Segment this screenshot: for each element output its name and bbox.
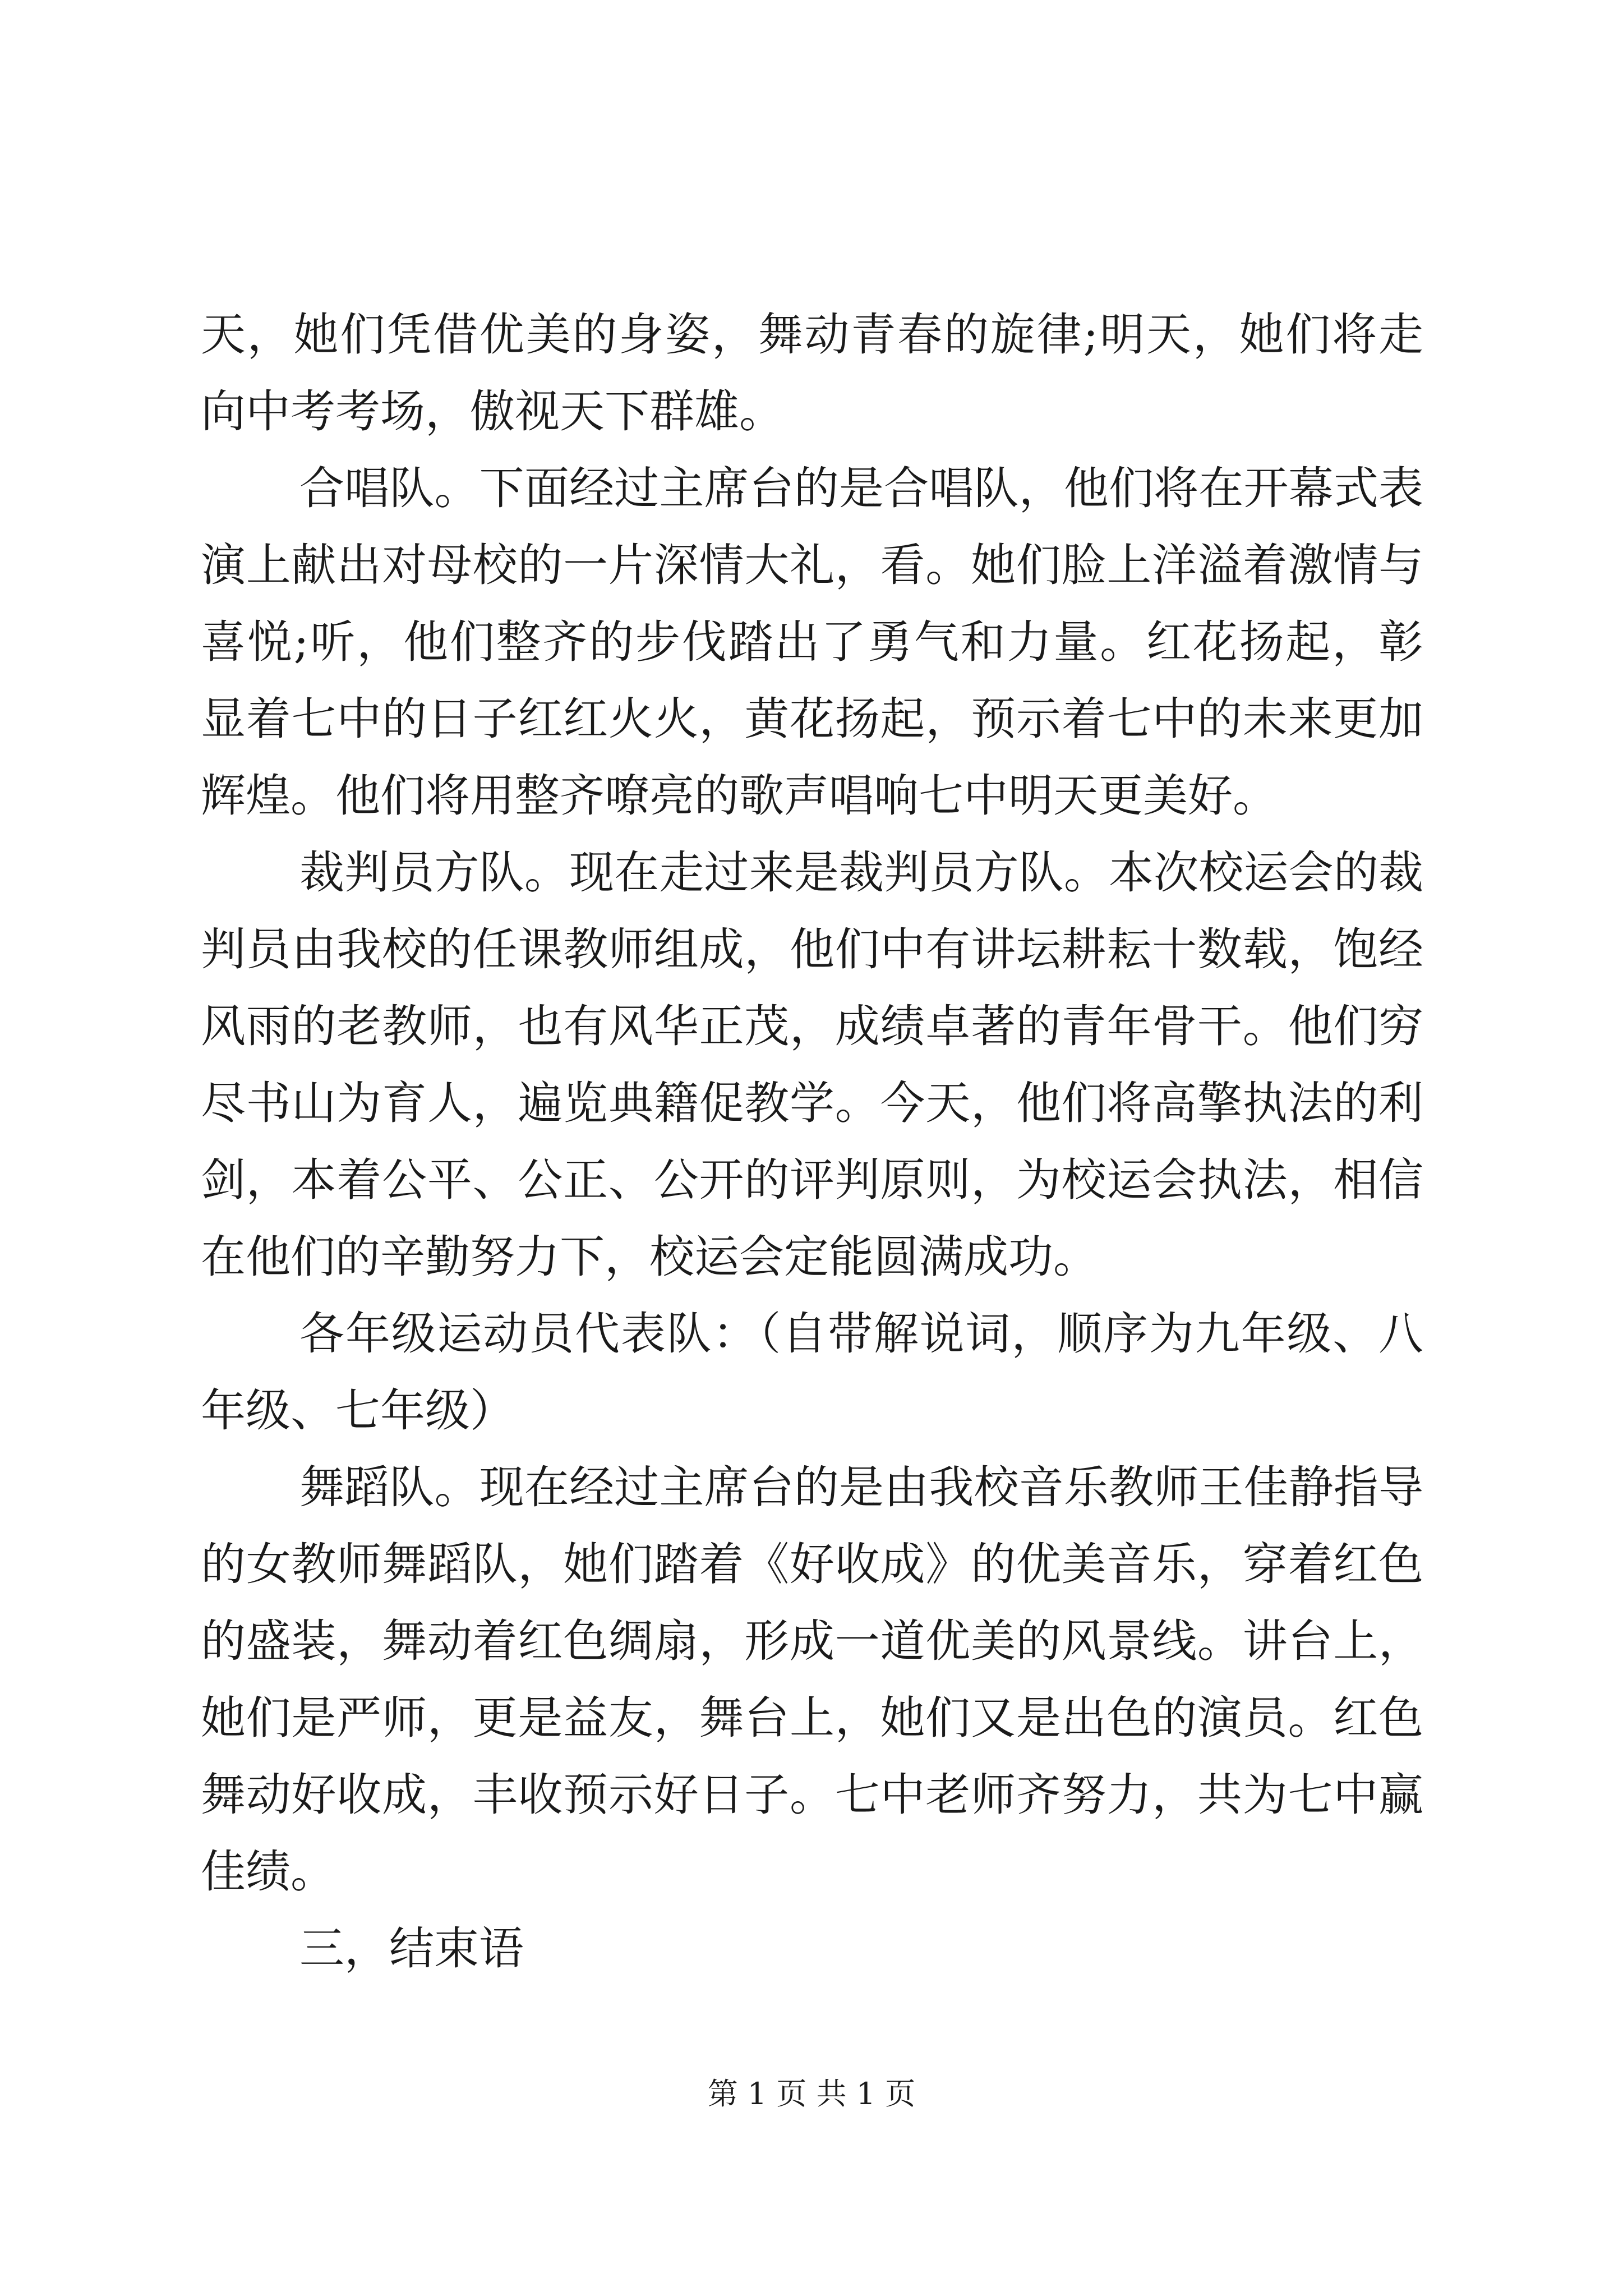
- document-body: [201, 296, 1423, 1987]
- section-heading-closing: 三，结束语: [299, 1922, 524, 1975]
- paragraph-1: 天，她们凭借优美的身姿，舞动青春的旋律;明天，她们将走向中考考场，傲视天下群雄。: [201, 309, 1423, 438]
- paragraph-dance-team: 舞蹈队。现在经过主席台的是由我校音乐教师王佳静指导的女教师舞蹈队，她们踏着《好收成》的优美音乐，穿着红色的盛装，舞动着红色绸扇，形成一道优美的风景线。讲台上，她们是严师，更是益友，舞台上，她们又是出色的演员。红色舞动好收成，丰收预示好日子。七中老师齐努力，共为七中赢佳绩。: [201, 1461, 1423, 1898]
- paragraph-referees: 裁判员方队。现在走过来是裁判员方队。本次校运会的裁判员由我校的任课教师组成，他们中有讲坛耕耘十数载，饱经风雨的老教师，也有风华正茂，成绩卓著的青年骨干。他们穷尽书山为育人，遍览典籍促教学。今天，他们将高擎执法的利剑，本着公平、公正、公开的评判原则，为校运会执法，相信在他们的辛勤努力下，校运会定能圆满成功。: [201, 846, 1423, 1283]
- page-footer: 第 1 页 共 1 页: [707, 2076, 916, 2111]
- paragraph-choir: 合唱队。下面经过主席台的是合唱队，他们将在开幕式表演上献出对母校的一片深情大礼，看。她们脸上洋溢着激情与喜悦;听，他们整齐的步伐踏出了勇气和力量。红花扬起，彰显着七中的日子红红火火，黄花扬起，预示着七中的未来更加辉煌。他们将用整齐嘹亮的歌声唱响七中明天更美好。: [201, 462, 1423, 822]
- paragraph-grade-teams: 各年级运动员代表队：（自带解说词，顺序为九年级、八年级、七年级）: [201, 1308, 1423, 1437]
